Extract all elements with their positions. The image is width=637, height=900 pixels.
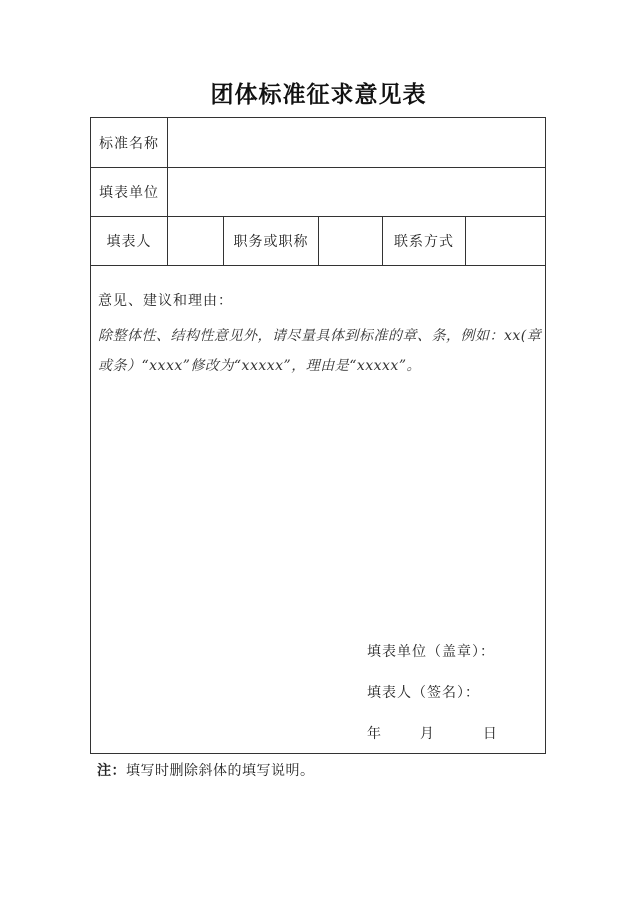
page-title: 团体标准征求意见表 <box>210 82 427 108</box>
instruction-line: 或条）“xxxx”修改为“xxxxx”，理由是“xxxxx”。 <box>98 358 421 374</box>
standard-name-field[interactable] <box>168 118 545 167</box>
month-label: 月 <box>419 726 434 742</box>
standard-name-label: 标准名称 <box>99 135 159 152</box>
footnote <box>97 760 315 780</box>
position-label: 职务或职称 <box>233 234 309 250</box>
filler-info-row <box>91 217 545 266</box>
filling-unit-field[interactable] <box>168 168 545 216</box>
year-label: 年 <box>367 726 381 742</box>
person-sign-label: 填表人（签名）： <box>367 685 480 701</box>
standard-name-row <box>91 118 545 168</box>
filling-unit-label: 填表单位 <box>99 185 159 201</box>
filler-label: 填表人 <box>106 234 152 250</box>
day-label: 日 <box>482 726 497 742</box>
note-text: 填写时删除斜体的填写说明。 <box>126 763 315 779</box>
note-label: 注： <box>97 763 126 779</box>
contact-label: 联系方式 <box>394 234 454 250</box>
opinion-area[interactable] <box>91 266 545 753</box>
instruction-text <box>98 321 545 381</box>
position-field[interactable] <box>319 217 382 265</box>
contact-field[interactable] <box>466 217 545 265</box>
opinion-form <box>90 117 546 754</box>
date-line <box>367 723 497 743</box>
instruction-line: 除整体性、结构性意见外，请尽量具体到标准的章、条，例如：xx(章 <box>98 328 542 344</box>
filling-unit-row <box>91 168 545 217</box>
opinion-label: 意见、建议和理由： <box>98 293 233 309</box>
unit-seal-label: 填表单位（盖章）： <box>367 644 495 660</box>
filler-field[interactable] <box>168 217 223 265</box>
